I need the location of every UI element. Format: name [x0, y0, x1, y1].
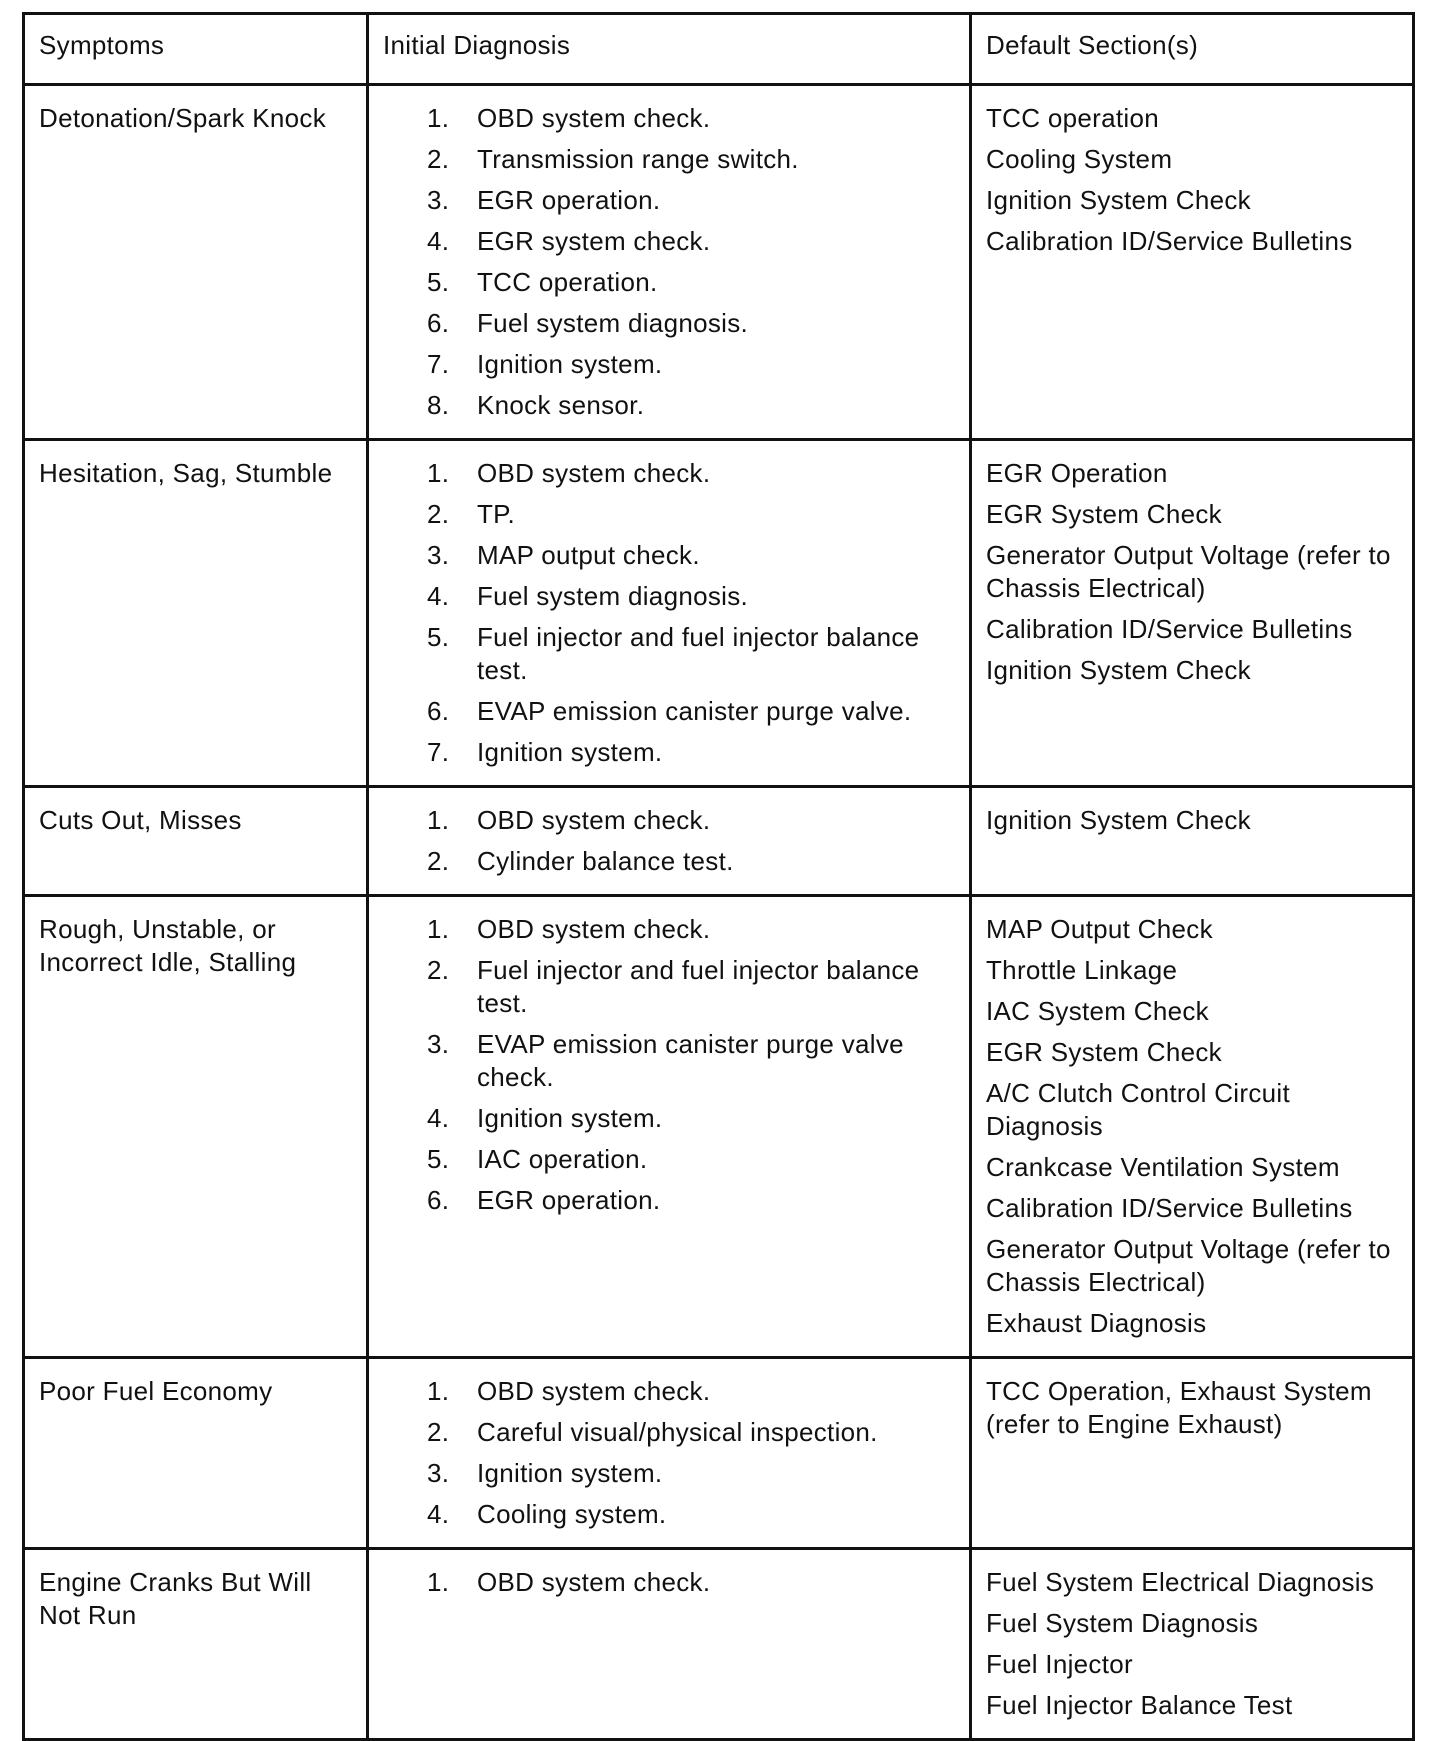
initial-diagnosis-cell [368, 1549, 971, 1740]
diagnosis-step-list [383, 1375, 959, 1531]
table-body [24, 85, 1414, 1740]
diagnosis-step [427, 695, 959, 728]
symptom-label: Rough, Unstable, or Incorrect Idle, Stalling [39, 914, 297, 977]
step-text: Ignition system. [477, 349, 663, 379]
default-sections-cell [971, 787, 1414, 896]
step-text: MAP output check. [477, 540, 700, 570]
step-text: Fuel injector and fuel injector balance test. [477, 622, 920, 685]
section-list [986, 913, 1402, 1340]
step-text: TP. [477, 499, 515, 529]
diagnosis-step [427, 1102, 959, 1135]
step-number: 1. [427, 805, 450, 835]
step-number: 1. [427, 914, 450, 944]
diagnosis-step [427, 580, 959, 613]
step-number: 8. [427, 390, 450, 420]
section-item: Calibration ID/Service Bulletins [986, 226, 1353, 256]
step-text: OBD system check. [477, 914, 711, 944]
diagnosis-step [427, 1375, 959, 1408]
step-number: 2. [427, 499, 450, 529]
step-number: 2. [427, 1417, 450, 1447]
section-item: Generator Output Voltage (refer to Chassis Electrical) [986, 540, 1391, 603]
symptom-cell [24, 1358, 368, 1549]
step-text: Fuel injector and fuel injector balance test. [477, 955, 920, 1018]
diagnosis-step [427, 804, 959, 837]
step-text: Careful visual/physical inspection. [477, 1417, 878, 1447]
step-text: Fuel system diagnosis. [477, 308, 749, 338]
diagnosis-step [427, 143, 959, 176]
initial-diagnosis-cell [368, 440, 971, 787]
step-text: OBD system check. [477, 1376, 711, 1406]
section-item: EGR Operation [986, 458, 1168, 488]
table-row [24, 440, 1414, 787]
step-text: EGR system check. [477, 226, 711, 256]
step-number: 3. [427, 540, 450, 570]
diagnosis-step [427, 457, 959, 490]
initial-diagnosis-cell [368, 787, 971, 896]
step-number: 3. [427, 185, 450, 215]
section-item: Crankcase Ventilation System [986, 1152, 1340, 1182]
step-text: EVAP emission canister purge valve check. [477, 1029, 904, 1092]
section-item: Fuel System Electrical Diagnosis [986, 1567, 1375, 1597]
section-item: Cooling System [986, 144, 1173, 174]
step-text: OBD system check. [477, 805, 711, 835]
section-item: Calibration ID/Service Bulletins [986, 1193, 1353, 1223]
step-number: 4. [427, 1103, 450, 1133]
diagnosis-step [427, 845, 959, 878]
step-text: Ignition system. [477, 737, 663, 767]
step-text: Ignition system. [477, 1103, 663, 1133]
diagnosis-step [427, 1143, 959, 1176]
section-item: IAC System Check [986, 996, 1209, 1026]
step-text: Cylinder balance test. [477, 846, 734, 876]
diagnosis-step [427, 348, 959, 381]
diagnosis-table [22, 12, 1415, 1741]
symptom-cell [24, 1549, 368, 1740]
step-number: 4. [427, 226, 450, 256]
diagnosis-step [427, 498, 959, 531]
diagnosis-step-list [383, 913, 959, 1217]
section-list [986, 1375, 1402, 1441]
step-number: 4. [427, 581, 450, 611]
diagnosis-step-list [383, 102, 959, 422]
section-item: TCC Operation, Exhaust System (refer to Engine Exhaust) [986, 1376, 1372, 1439]
default-sections-cell [971, 896, 1414, 1358]
symptom-label: Hesitation, Sag, Stumble [39, 458, 333, 488]
section-item: EGR System Check [986, 1037, 1222, 1067]
diagnosis-step [427, 736, 959, 769]
diagnosis-step-list [383, 804, 959, 878]
default-sections-cell [971, 85, 1414, 440]
table-row [24, 787, 1414, 896]
diagnosis-step [427, 102, 959, 135]
step-text: Knock sensor. [477, 390, 645, 420]
diagnosis-step [427, 225, 959, 258]
diagnosis-step [427, 539, 959, 572]
section-list [986, 804, 1402, 837]
step-number: 2. [427, 144, 450, 174]
section-item: Fuel System Diagnosis [986, 1608, 1259, 1638]
step-text: Cooling system. [477, 1499, 667, 1529]
step-number: 7. [427, 737, 450, 767]
initial-diagnosis-cell [368, 896, 971, 1358]
step-number: 1. [427, 458, 450, 488]
section-item: Fuel Injector [986, 1649, 1133, 1679]
table-header-row [24, 14, 1414, 85]
table-row [24, 896, 1414, 1358]
diagnosis-step [427, 1566, 959, 1599]
section-item: Exhaust Diagnosis [986, 1308, 1207, 1338]
step-number: 4. [427, 1499, 450, 1529]
step-text: EVAP emission canister purge valve. [477, 696, 912, 726]
section-item: Fuel Injector Balance Test [986, 1690, 1293, 1720]
header-symptoms: Symptoms [24, 14, 368, 85]
default-sections-cell [971, 1549, 1414, 1740]
step-text: Fuel system diagnosis. [477, 581, 749, 611]
diagnosis-step [427, 1498, 959, 1531]
section-list [986, 1566, 1402, 1722]
table-row [24, 1358, 1414, 1549]
section-item: Generator Output Voltage (refer to Chassis Electrical) [986, 1234, 1391, 1297]
section-item: A/C Clutch Control Circuit Diagnosis [986, 1078, 1290, 1141]
header-initial-diagnosis: Initial Diagnosis [368, 14, 971, 85]
diagnosis-step [427, 389, 959, 422]
step-number: 5. [427, 1144, 450, 1174]
diagnosis-step [427, 1416, 959, 1449]
step-number: 6. [427, 696, 450, 726]
table-row [24, 85, 1414, 440]
section-item: Ignition System Check [986, 655, 1251, 685]
step-text: Transmission range switch. [477, 144, 799, 174]
initial-diagnosis-cell [368, 1358, 971, 1549]
table-row [24, 1549, 1414, 1740]
diagnosis-step [427, 1184, 959, 1217]
step-number: 2. [427, 955, 450, 985]
symptom-cell [24, 787, 368, 896]
step-number: 6. [427, 1185, 450, 1215]
step-text: TCC operation. [477, 267, 658, 297]
section-item: Ignition System Check [986, 185, 1251, 215]
step-number: 5. [427, 267, 450, 297]
symptom-cell [24, 896, 368, 1358]
step-number: 3. [427, 1458, 450, 1488]
section-list [986, 457, 1402, 687]
step-text: EGR operation. [477, 1185, 661, 1215]
step-number: 1. [427, 1376, 450, 1406]
symptom-cell [24, 440, 368, 787]
symptom-label: Engine Cranks But Will Not Run [39, 1567, 312, 1630]
step-text: OBD system check. [477, 1567, 711, 1597]
step-text: IAC operation. [477, 1144, 648, 1174]
diagnosis-step [427, 307, 959, 340]
section-list [986, 102, 1402, 258]
diagnosis-step [427, 184, 959, 217]
section-item: EGR System Check [986, 499, 1222, 529]
initial-diagnosis-cell [368, 85, 971, 440]
step-text: OBD system check. [477, 458, 711, 488]
section-item: Calibration ID/Service Bulletins [986, 614, 1353, 644]
step-number: 1. [427, 1567, 450, 1597]
step-text: Ignition system. [477, 1458, 663, 1488]
step-text: EGR operation. [477, 185, 661, 215]
step-number: 7. [427, 349, 450, 379]
section-item: Throttle Linkage [986, 955, 1178, 985]
diagnosis-step [427, 621, 959, 687]
symptom-label: Cuts Out, Misses [39, 805, 242, 835]
symptom-label: Detonation/Spark Knock [39, 103, 326, 133]
section-item: Ignition System Check [986, 805, 1251, 835]
diagnosis-step [427, 1457, 959, 1490]
diagnosis-step-list [383, 457, 959, 769]
diagnosis-step [427, 1028, 959, 1094]
default-sections-cell [971, 440, 1414, 787]
header-default-sections: Default Section(s) [971, 14, 1414, 85]
diagnosis-step-list [383, 1566, 959, 1599]
step-number: 1. [427, 103, 450, 133]
diagnosis-step [427, 913, 959, 946]
diagnosis-step [427, 954, 959, 1020]
step-text: OBD system check. [477, 103, 711, 133]
step-number: 5. [427, 622, 450, 652]
diagnosis-step [427, 266, 959, 299]
step-number: 2. [427, 846, 450, 876]
symptom-label: Poor Fuel Economy [39, 1376, 273, 1406]
step-number: 6. [427, 308, 450, 338]
section-item: MAP Output Check [986, 914, 1213, 944]
step-number: 3. [427, 1029, 450, 1059]
symptom-cell [24, 85, 368, 440]
section-item: TCC operation [986, 103, 1159, 133]
default-sections-cell [971, 1358, 1414, 1549]
